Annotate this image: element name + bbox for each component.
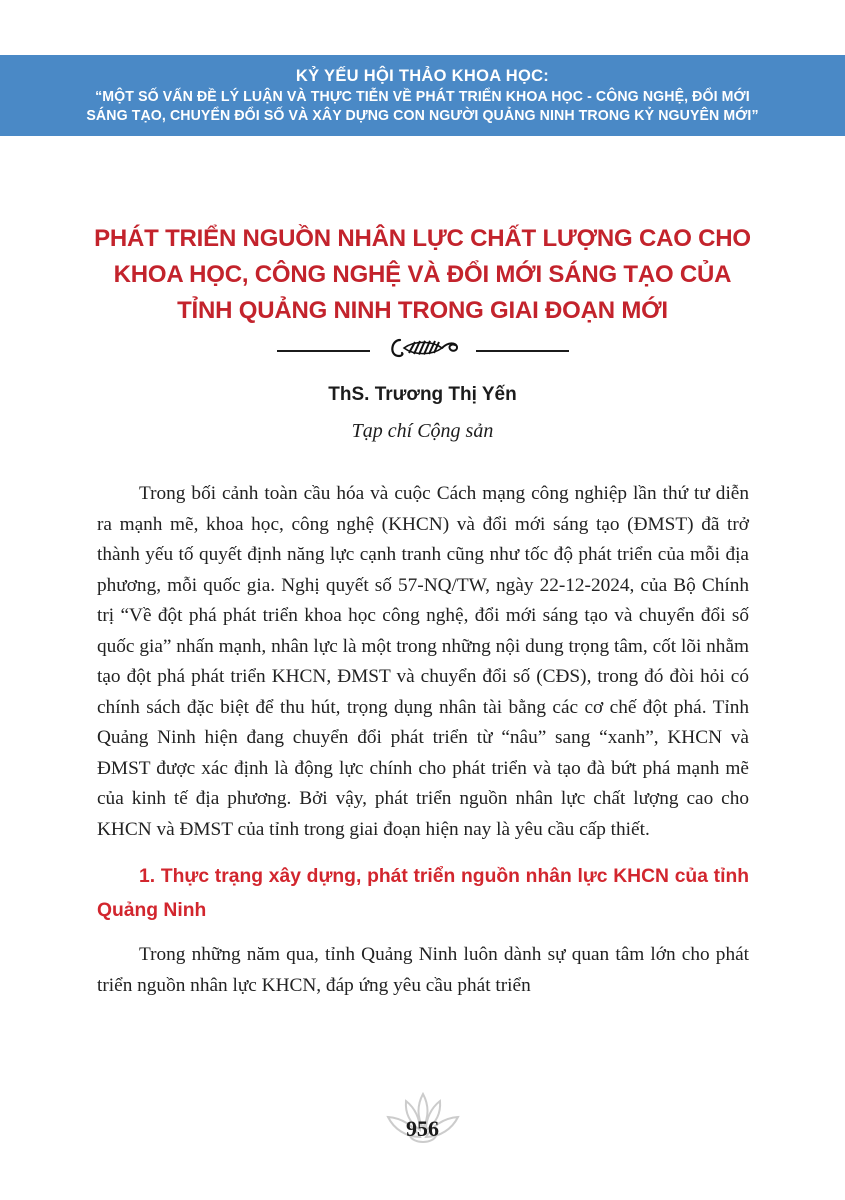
- page-number-ornament: [384, 1092, 462, 1150]
- article-title-line3: TỈNH QUẢNG NINH TRONG GIAI ĐOẠN MỚI: [177, 297, 668, 324]
- page-number: 956: [406, 1116, 439, 1141]
- divider-rule-right: [476, 350, 569, 352]
- article-title-line2: KHOA HỌC, CÔNG NGHỆ VÀ ĐỔI MỚI SÁNG TẠO CỦA: [113, 261, 732, 288]
- conference-theme-line1: “MỘT SỐ VẤN ĐỀ LÝ LUẬN VÀ THỰC TIỄN VỀ PHÁT TRIỂN KHOA HỌC - CÔNG NGHỆ, ĐỔI MỚI: [95, 89, 750, 105]
- paragraph-section1: Trong những năm qua, tỉnh Quảng Ninh luôn dành sự quan tâm lớn cho phát triển nguồn nhân lực KHCN, đáp ứng yêu cầu phát triển: [97, 944, 749, 996]
- divider-rule-left: [277, 350, 370, 352]
- article-body: [97, 479, 749, 1001]
- conference-header-band: [0, 55, 845, 136]
- article-title-line1: PHÁT TRIỂN NGUỒN NHÂN LỰC CHẤT LƯỢNG CAO CHO: [94, 225, 751, 252]
- calligraphic-ornament-icon: [384, 336, 462, 365]
- page-footer: [0, 1092, 845, 1150]
- title-divider: [0, 336, 845, 365]
- article-title: [0, 221, 845, 329]
- proceedings-title: KỶ YẾU HỘI THẢO KHOA HỌC:: [295, 67, 550, 85]
- author-affiliation: Tạp chí Cộng sản: [351, 420, 494, 442]
- author-name: ThS. Trương Thị Yến: [328, 384, 517, 405]
- section-heading-1: 1. Thực trạng xây dựng, phát triển nguồn nhân lực KHCN của tỉnh Quảng Ninh: [97, 866, 749, 921]
- conference-theme-line2: SÁNG TẠO, CHUYỂN ĐỔI SỐ VÀ XÂY DỰNG CON NGƯỜI QUẢNG NINH TRONG KỶ NGUYÊN MỚI”: [86, 108, 759, 124]
- paragraph-intro: Trong bối cảnh toàn cầu hóa và cuộc Cách mạng công nghiệp lần thứ tư diễn ra mạnh mẽ, khoa học, công nghệ (KHCN) và đổi mới sáng tạo (ĐMST) đã trở thành yếu tố quyết định năng lực cạnh tranh cũng như tốc độ phát triển của mỗi địa phương, mỗi quốc gia. Nghị quyết số 57-NQ/TW, ngày 22-12-2024, của Bộ Chính trị “Về đột phá phát triển khoa học công nghệ, đổi mới sáng tạo và chuyển đổi số quốc gia” nhấn mạnh, nhân lực là một trong những nội dung trọng tâm, cốt lõi nhằm tạo đột phá phát triển KHCN, ĐMST và chuyển đổi số (CĐS), trong đó đòi hỏi có chính sách đặc biệt để thu hút, trọng dụng nhân tài bằng các cơ chế đột phá. Tỉnh Quảng Ninh hiện đang chuyển đổi phát triển từ “nâu” sang “xanh”, KHCN và ĐMST được xác định là động lực chính cho phát triển và tạo đà bứt phá mạnh mẽ của kinh tế địa phương. Bởi vậy, phát triển nguồn nhân lực chất lượng cao cho KHCN và ĐMST của tỉnh trong giai đoạn hiện nay là yêu cầu cấp thiết.: [97, 483, 749, 840]
